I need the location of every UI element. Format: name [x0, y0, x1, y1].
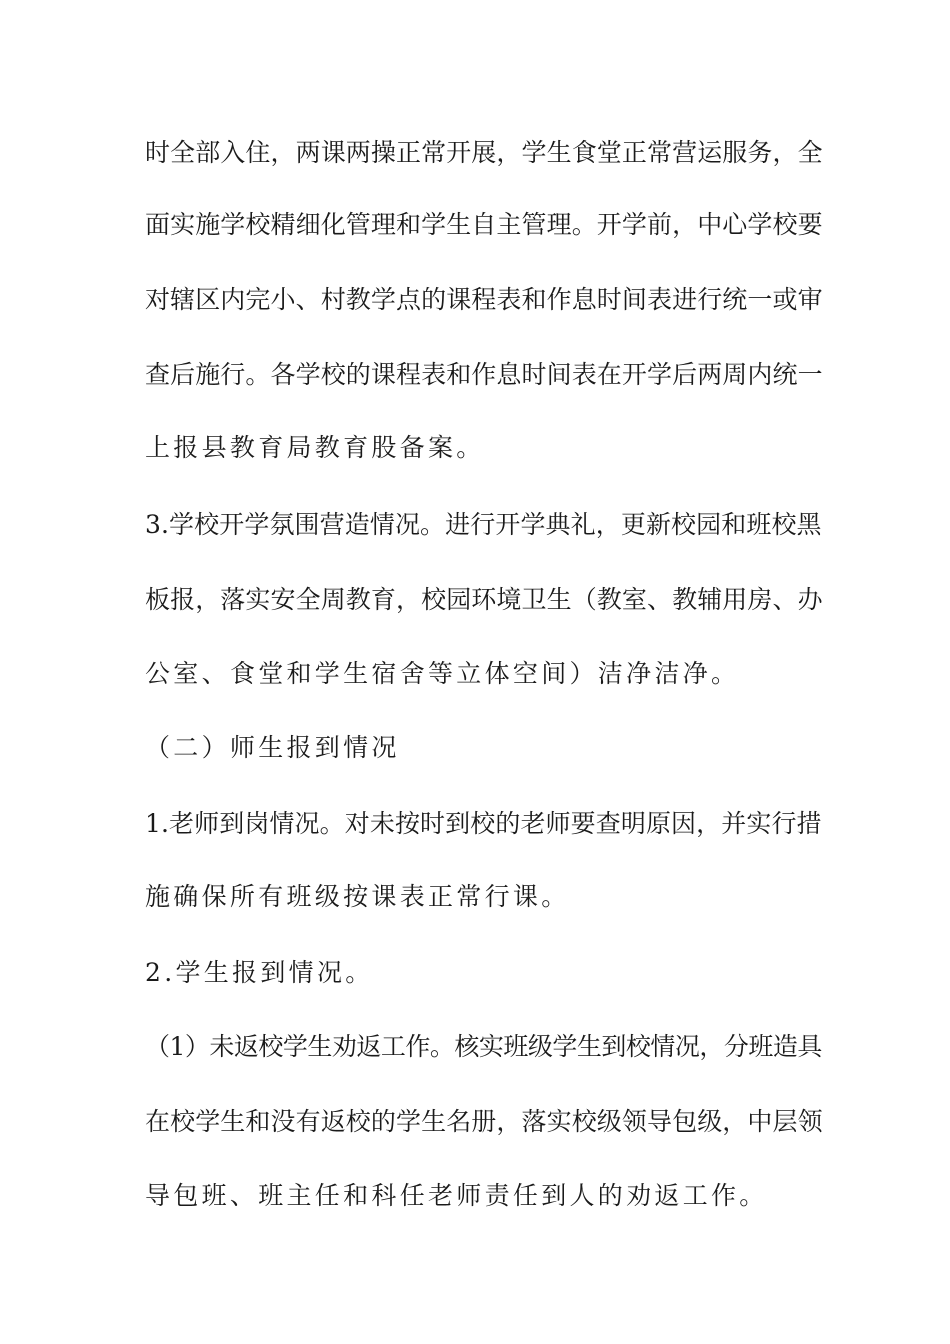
text-line-1: 时全部入住，两课两操正常开展，学生食堂正常营运服务，全	[145, 138, 823, 167]
text-line-11: 施确保所有班级按课表正常行课。	[145, 882, 570, 911]
text-line-10: 1.老师到岗情况。对未按时到校的老师要查明原因，并实行措	[145, 809, 822, 838]
text-line-4: 查后施行。各学校的课程表和作息时间表在开学后两周内统一	[145, 360, 823, 389]
text-line-14: 在校学生和没有返校的学生名册，落实校级领导包级，中层领	[145, 1107, 823, 1136]
text-line-8: 公室、食堂和学生宿舍等立体空间）洁净洁净。	[145, 659, 740, 688]
section-heading: （二）师生报到情况	[145, 733, 400, 762]
text-line-7: 板报，落实安全周教育，校园环境卫生（教室、教辅用房、办	[145, 585, 823, 614]
text-line-13: （1）未返校学生劝返工作。核实班级学生到校情况，分班造具	[145, 1032, 822, 1061]
text-line-12: 2.学生报到情况。	[145, 958, 374, 987]
text-line-5: 上报县教育局教育股备案。	[145, 433, 485, 462]
text-line-2: 面实施学校精细化管理和学生自主管理。开学前，中心学校要	[145, 210, 823, 239]
text-line-6: 3.学校开学氛围营造情况。进行开学典礼，更新校园和班校黑	[145, 510, 822, 539]
text-line-3: 对辖区内完小、村教学点的课程表和作息时间表进行统一或审	[145, 285, 823, 314]
text-line-15: 导包班、班主任和科任老师责任到人的劝返工作。	[145, 1181, 768, 1210]
